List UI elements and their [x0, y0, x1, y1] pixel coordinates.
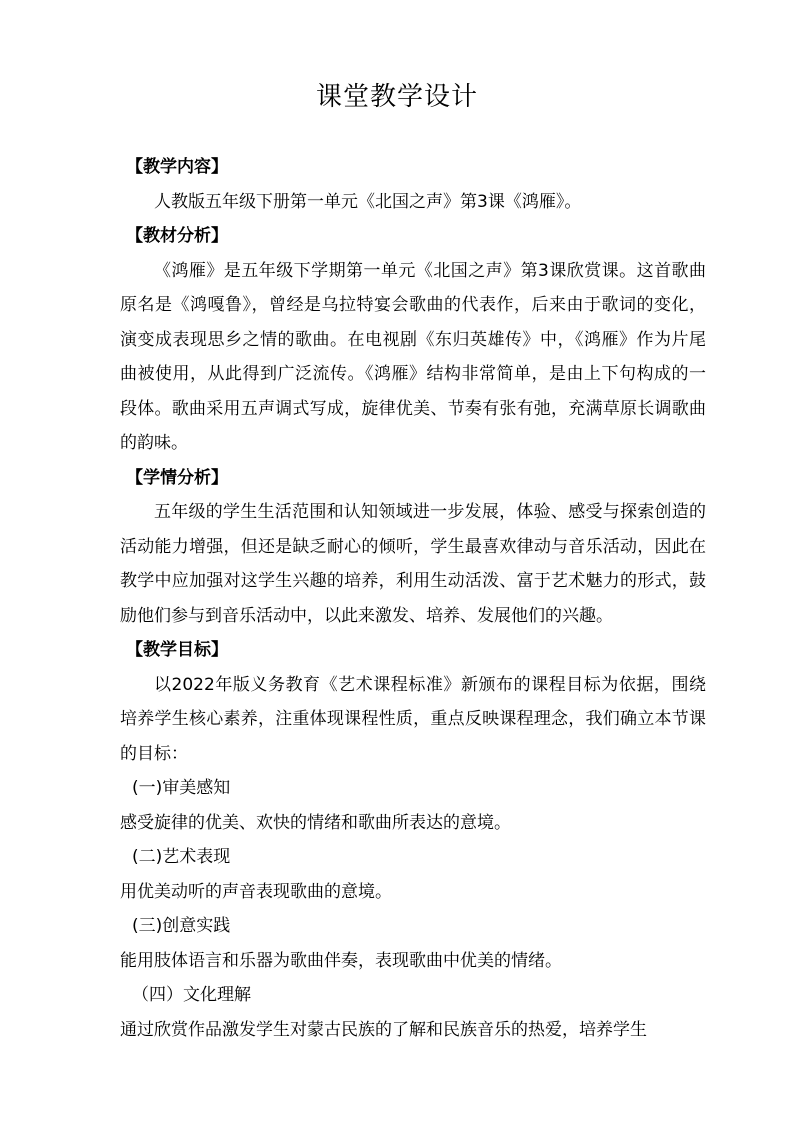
paragraph-material-analysis: 《鸿雁》是五年级下学期第一单元《北国之声》第3课欣赏课。这首歌曲原名是《鸿嘎鲁》，曾经是乌拉特宴会歌曲的代表作，后来由于歌词的变化，演变成表现思乡之情的歌曲。在电视剧《东归英雄传》中，《鸿雁》作为片尾曲被使用，从此得到广泛流传。《鸿雁》结构非常简单，是由上下句构成的一段体。歌曲采用五声调式写成，旋律优美、节奏有张有弛，充满草原长调歌曲的韵味。 — [120, 260, 706, 453]
paragraph-student-analysis: 五年级的学生生活范围和认知领域进一步发展，体验、感受与探索创造的活动能力增强，但还是缺乏耐心的倾听，学生最喜欢律动与音乐活动，因此在教学中应加强对这学生兴趣的培养，利用生动活泼、富于艺术魅力的形式，鼓励他们参与到音乐活动中，以此来激发、培养、发展他们的兴趣。 — [120, 502, 706, 626]
goal-text-aesthetic: 感受旋律的优美、欢快的情绪和歌曲所表达的意境。 — [120, 812, 511, 833]
paragraph-teaching-goals: 以2022年版义务教育《艺术课程标准》新颁布的课程目标为依据，围绕培养学生核心素养，注重体现课程性质，重点反映课程理念，我们确立本节课的目标： — [120, 674, 706, 764]
paragraph-teaching-content: 人教版五年级下册第一单元《北国之声》第3课《鸿雁》。 — [154, 191, 582, 212]
goal-text-art-expression: 用优美动听的声音表现歌曲的意境。 — [120, 881, 392, 902]
page-title: 课堂教学设计 — [315, 82, 478, 112]
goal-text-cultural-understanding: 通过欣赏作品激发学生对蒙古民族的了解和民族音乐的热爱，培养学生 — [120, 1019, 647, 1040]
goal-label-art-expression: (二)艺术表现 — [132, 847, 231, 867]
goal-label-creative-practice: (三)创意实践 — [132, 916, 231, 936]
section-heading-teaching-goals: 【教学目标】 — [126, 640, 228, 660]
document-body — [120, 150, 706, 1047]
goal-text-creative-practice: 能用肢体语言和乐器为歌曲伴奏，表现歌曲中优美的情绪。 — [120, 950, 562, 971]
section-heading-teaching-content: 【教学内容】 — [126, 157, 228, 177]
goal-label-cultural-understanding: （四）文化理解 — [132, 985, 251, 1005]
section-heading-material-analysis: 【教材分析】 — [126, 226, 228, 246]
section-heading-student-analysis: 【学情分析】 — [126, 467, 228, 488]
goal-label-aesthetic: (一)审美感知 — [132, 778, 231, 798]
